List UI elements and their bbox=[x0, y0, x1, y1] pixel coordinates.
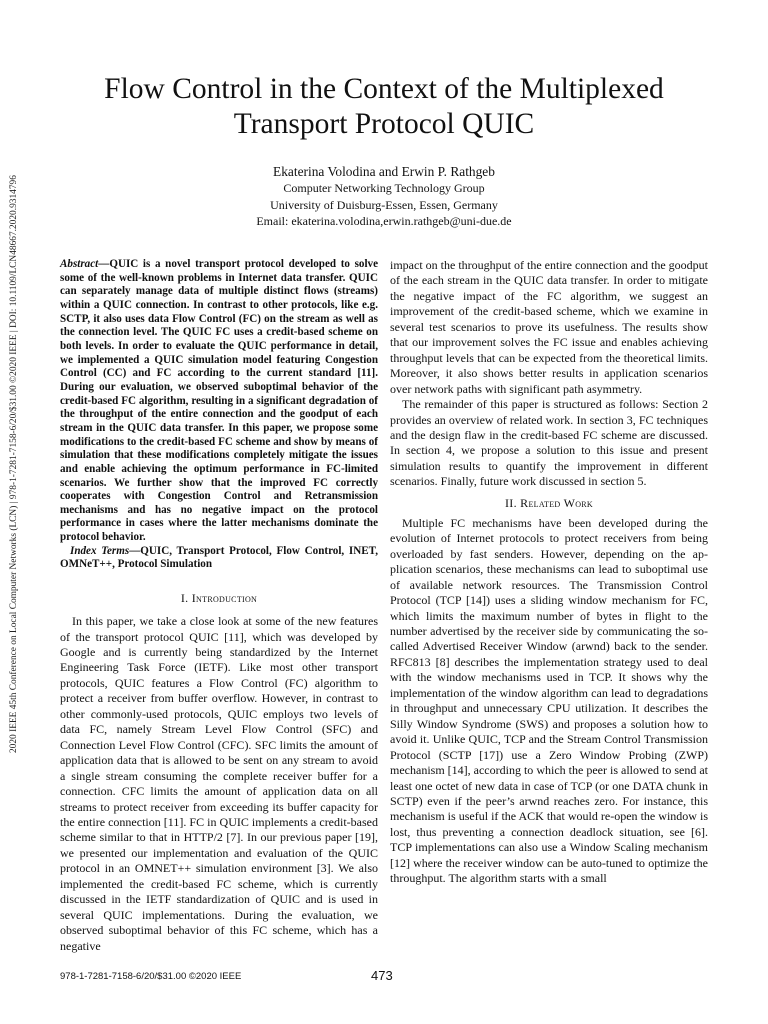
section-heading-related-work: II. Related Work bbox=[504, 495, 593, 510]
abstract bbox=[60, 258, 378, 545]
affiliation bbox=[60, 180, 708, 230]
abstract-text: —QUIC is a novel transport protocol developed to solve some of the well-known problems in Internet data transfer. QUIC can separately manage data of multiple distinct flows (streams) within a QUIC connection. In contrast to other protocols, like e.g. SCTP, it also uses data Flow Control (FC) on the stream as well as the connection level. The QUIC FC uses a credit-based scheme on both levels. In order to evaluate the QUIC performance in detail, we implemented a QUIC simulation model featuring Congestion Control (CC) and FC according to the current standard [11]. During our evaluation, we observed suboptimal behavior of the credit-based FC algorithm, resulting in a significant degradation of the throughput of the entire connection and the goodput of each stream in the QUIC data transfer. In this paper, we propose some modifications to the credit-based FC scheme and show by means of simulation that these modifications completely mitigate the issues and enable achieving the optimum performance in FC-limited scenarios. We further show that the improved FC correctly cooperates with Congestion Control and Retransmission mechanisms and has no negative impact on the protocol performance in cases where the latter mechanisms dominate the protocol behavior. bbox=[60, 258, 378, 544]
section-heading-introduction: I. Introduction bbox=[180, 591, 258, 606]
affiliation-group: Computer Networking Technology Group bbox=[283, 181, 485, 195]
affiliation-email: Email: ekaterina.volodina,erwin.rathgeb@uni-due.de bbox=[256, 214, 512, 228]
sidebar-publication-id: 2020 IEEE 45th Conference on Local Computer Networks (LCN) | 978-1-7281-7158-6/20/$31.00 ©2020 IEEE | DOI: 10.1109/LCN48667.2020.9314796 bbox=[9, 175, 19, 753]
right-column bbox=[390, 258, 708, 887]
index-terms-lead: Index Terms bbox=[70, 544, 130, 557]
title-line-1: Flow Control in the Context of the Multiplexed bbox=[104, 73, 664, 105]
structure-paragraph: The remainder of this paper is structured as follows: Section 2 provides an overview of related work. In section 3, FC techniques and the design flaw in the credit-based FC scheme are discussed. In section 4, we propose a solution to this issue and present simulation results to quantify the improvement in different scenarios. Finally, future work discussed in section 5. bbox=[390, 397, 708, 489]
introduction-paragraph: In this paper, we take a close look at some of the new features of the transport protocol QUIC [11], which was developed by Google and is currently being standardized by the Internet Engineering Task Force (IETF). Like most other transport protocols, QUIC features a Flow Control (FC) algorithm to protect a receiver from buffer overflow. However, in contrast to other commonly-used protocols, QUIC employs two levels of data FC, namely Stream Level Flow Control (SFC) and Connection Level Flow Control (CFC). SFC limits the amount of application data that is allowed to be sent on any stream to avoid a single stream consuming the complete receiver buffer for a connection. CFC limits the amount of application data on all streams to protect receiver from exceeding its buffer capacity for the entire connection [11]. FC in QUIC implements a credit-based scheme similar to that in HTTP/2 [7]. In our previous paper [19], we presented our implementation and evaluation of the QUIC protocol in an OMNET++ simulation environment [3]. We also implemented the credit-based FC scheme, which is currently discussed in the IETF standardization of QUIC and is used in several QUIC implementations. During the evaluation, we observed suboptimal behavior of this FC scheme, which has a negative bbox=[60, 614, 378, 953]
left-column bbox=[60, 258, 378, 954]
index-terms-text: —QUIC, Transport Protocol, Flow Control, INET, OMNeT++, Protocol Simulation bbox=[60, 544, 378, 571]
introduction-continuation: impact on the throughput of the entire connection and the goodput of the each stream in the QUIC data transfer. In order to mitigate the negative impact of the FC algorithm, we suggest an improvement of the credit-based scheme, which we examine in several test scenarios to prove its usefulness. The results show that our improvement solves the FC issue and enables achieving throughput levels that can be expected from the theoretical limits. Moreover, it also shows better results in application scenarios over network paths with significant path asymmetry. bbox=[390, 258, 708, 396]
authors bbox=[60, 163, 708, 181]
related-work-paragraph: Multiple FC mechanisms have been developed during the evolution of Internet protocols to protect receivers from being overloaded by fast senders. However, depending on the application scenarios, these mechanisms can lead to suboptimal use of available network resources. The Transmission Control Protocol (TCP [14]) uses a sliding window mechanism for FC, which limits the maximum number of bytes in flight to the number advertised by the receiver side by communicating the so-called Advertised Receiver Window (arwnd) back to the sender. RFC813 [8] describes the implementation strategy used to deal with the window mechanisms used in TCP. It shows why the implementation of the window algorithm can lead to degradations in throughput and unnecessary CPU utilization. It describes the Silly Window Syndrome (SWS) and proposes a solution how to avoid it. Unlike QUIC, TCP and the Stream Control Transmission Protocol (SCTP [17]) use a Zero Window Probing (ZWP) mechanism [14], according to which the peer is allowed to send at least one octet of new data in case of TCP (or one DATA chunk in SCTP) even if the peer’s arwnd reaches zero. For instance, this mechanism is useful if the ACK that would re-open the window is lost, thus preventing a connection deadlock situation, see [6]. TCP implementations can also use a Window Scaling mechanism [12] where the receiver window can be auto-tuned to optimize the throughput. The algorithm starts with a small bbox=[390, 515, 708, 886]
footer-isbn: 978-1-7281-7158-6/20/$31.00 ©2020 IEEE bbox=[60, 971, 242, 982]
affiliation-university: University of Duisburg-Essen, Essen, Germany bbox=[270, 197, 498, 212]
abstract-lead: Abstract bbox=[60, 258, 99, 270]
page-number: 473 bbox=[371, 968, 393, 983]
index-terms bbox=[60, 545, 378, 572]
author-names: Ekaterina Volodina and Erwin P. Rathgeb bbox=[273, 164, 495, 179]
title-line-2: Transport Protocol QUIC bbox=[233, 108, 535, 140]
paper-title bbox=[60, 72, 708, 142]
